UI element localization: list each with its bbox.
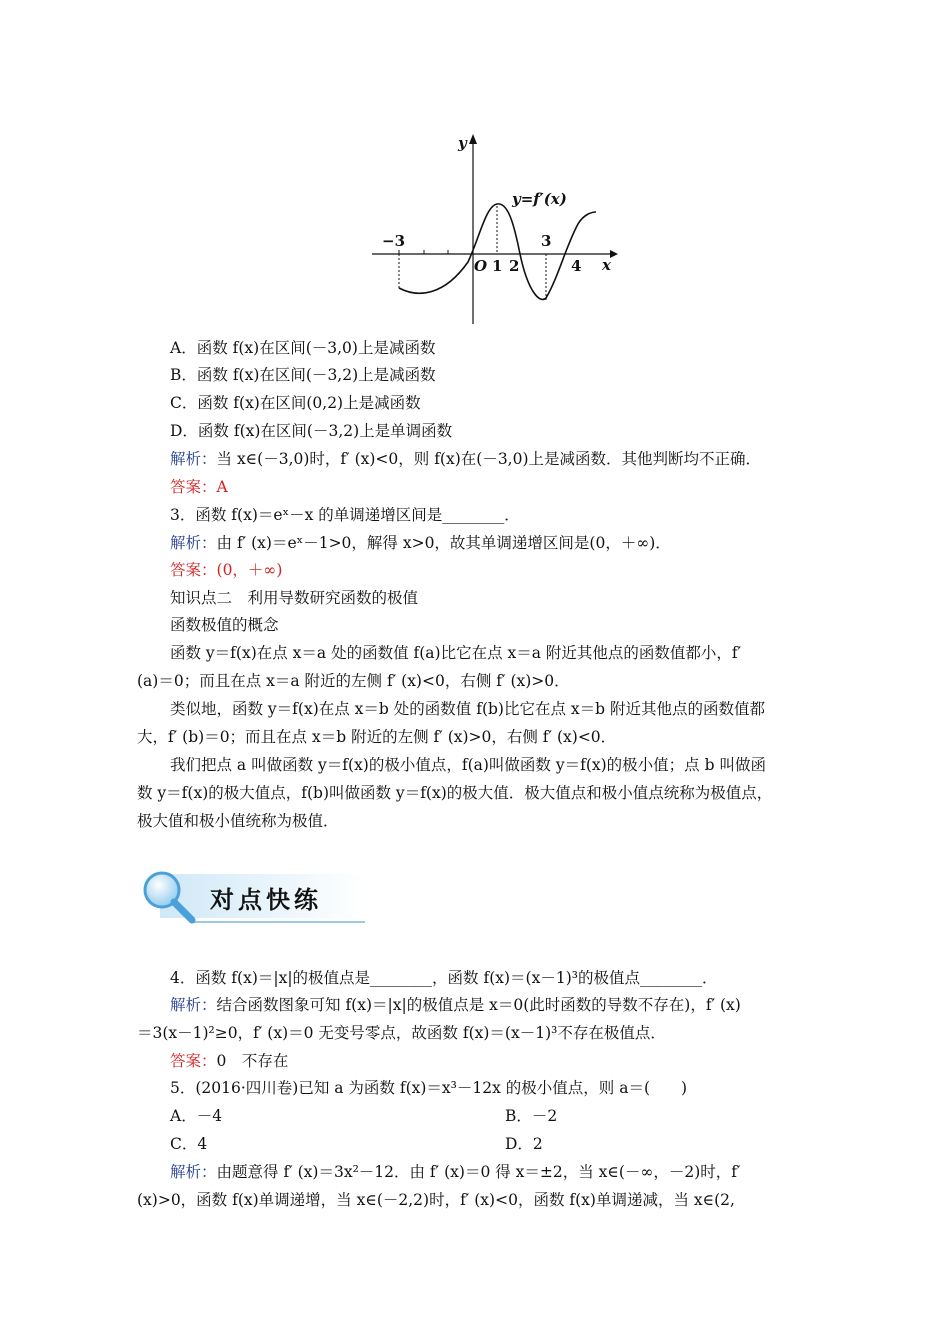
practice-banner (140, 866, 370, 928)
analysis-label: 解析： (170, 534, 217, 552)
q4-answer (170, 1051, 288, 1071)
answer-label: 答案： (170, 561, 217, 579)
answer-label: 答案： (170, 1052, 217, 1070)
q3-analysis-text: 由 f′ (x)＝eˣ－1>0，解得 x>0，故其单调递增区间是(0，＋∞)． (216, 534, 671, 552)
para1-line1: 函数 y＝f(x)在点 x＝a 处的函数值 f(a)比它在点 x＝a 附近其他点的函数值都小，f′ (170, 644, 742, 662)
para3-line1: 我们把点 a 叫做函数 y＝f(x)的极小值点，f(a)叫做函数 y＝f(x)的极小值；点 b 叫做函 (170, 756, 766, 774)
q5-option-a: A．－4 (170, 1107, 223, 1125)
y-label: y (458, 134, 467, 152)
q3-question: 3．函数 f(x)＝eˣ－x 的单调递增区间是________． (170, 506, 520, 524)
q2-option-d: D．函数 f(x)在区间(－3,2)上是单调函数 (170, 422, 453, 440)
q5-analysis-text1: 由题意得 f′ (x)＝3x²－12．由 f′ (x)＝0 得 x＝±2，当 x∈(－∞，－2)时，f′ (216, 1163, 741, 1181)
x-label: x (602, 256, 611, 274)
q3-analysis (170, 533, 671, 553)
q2-answer (170, 477, 228, 497)
analysis-label: 解析： (170, 1163, 217, 1181)
q2-answer-value: A (216, 478, 228, 496)
para3-line2: 数 y＝f(x)的极大值点，f(b)叫做函数 y＝f(x)的极大值．极大值点和极小值点统称为极值点， (137, 784, 773, 802)
tick-label-2: 2 (509, 257, 520, 275)
tick-label-4: 4 (571, 257, 582, 275)
q5-question: 5．(2016·四川卷)已知 a 为函数 f(x)＝x³－12x 的极小值点，则 a＝( ) (170, 1079, 688, 1097)
tick-label-3: 3 (541, 232, 552, 250)
q5-analysis-line2: (x)>0，函数 f(x)单调递增，当 x∈(－2,2)时，f′ (x)<0，函数 f(x)单调递减，当 x∈(2, (137, 1191, 735, 1209)
section-title: 知识点二 利用导数研究函数的极值 (170, 589, 419, 607)
subsection-title: 函数极值的概念 (170, 616, 279, 634)
banner-title: 对点快练 (210, 886, 322, 914)
tick-label-minus3: −3 (382, 232, 406, 250)
q4-analysis-line2: ＝3(x－1)²≥0，f′ (x)＝0 无变号零点，故函数 f(x)＝(x－1)³不存在极值点． (137, 1024, 666, 1042)
derivative-graph (370, 128, 620, 328)
q3-answer-value: (0，＋∞) (216, 561, 283, 579)
tick-label-1: 1 (492, 257, 503, 275)
q4-answer-value: 0 不存在 (216, 1052, 289, 1070)
q2-analysis (170, 449, 761, 469)
q2-option-c: C．函数 f(x)在区间(0,2)上是减函数 (170, 394, 421, 412)
analysis-label: 解析： (170, 450, 217, 468)
tick-label-origin: O (474, 257, 488, 275)
x-axis-arrow (610, 250, 618, 258)
q2-option-a: A．函数 f(x)在区间(－3,0)上是减函数 (170, 339, 436, 357)
q4-analysis-text1: 结合函数图象可知 f(x)＝|x|的极值点是 x＝0(此时函数的导数不存在)，f′ (x) (216, 996, 741, 1014)
para1-line2: (a)＝0；而且在点 x＝a 附近的左侧 f′ (x)<0，右侧 f′ (x)>0． (137, 672, 570, 690)
q3-answer (170, 560, 282, 580)
para3-line3: 极大值和极小值统称为极值． (137, 812, 339, 830)
y-axis-arrow (469, 134, 477, 144)
answer-label: 答案： (170, 478, 217, 496)
q5-option-b: B．－2 (505, 1107, 558, 1125)
q4-question: 4．函数 f(x)＝|x|的极值点是________，函数 f(x)＝(x－1)³的极值点________． (170, 969, 718, 987)
q2-option-b: B．函数 f(x)在区间(－3,2)上是减函数 (170, 366, 436, 384)
q5-analysis-line1 (170, 1162, 741, 1182)
para2-line2: 大，f′ (b)＝0；而且在点 x＝b 附近的左侧 f′ (x)>0，右侧 f′ (x)<0． (137, 728, 617, 746)
q4-analysis-line1 (170, 995, 741, 1015)
q5-option-c: C．4 (170, 1135, 208, 1153)
para2-line1: 类似地，函数 y＝f(x)在点 x＝b 处的函数值 f(b)比它在点 x＝b 附近其他点的函数值都 (170, 700, 765, 718)
q5-option-d: D．2 (505, 1135, 543, 1153)
q2-analysis-text: 当 x∈(－3,0)时，f′ (x)<0，则 f(x)在(－3,0)上是减函数．其他判断均不正确． (216, 450, 762, 468)
curve-label: y=f′(x) (512, 190, 567, 208)
analysis-label: 解析： (170, 996, 217, 1014)
